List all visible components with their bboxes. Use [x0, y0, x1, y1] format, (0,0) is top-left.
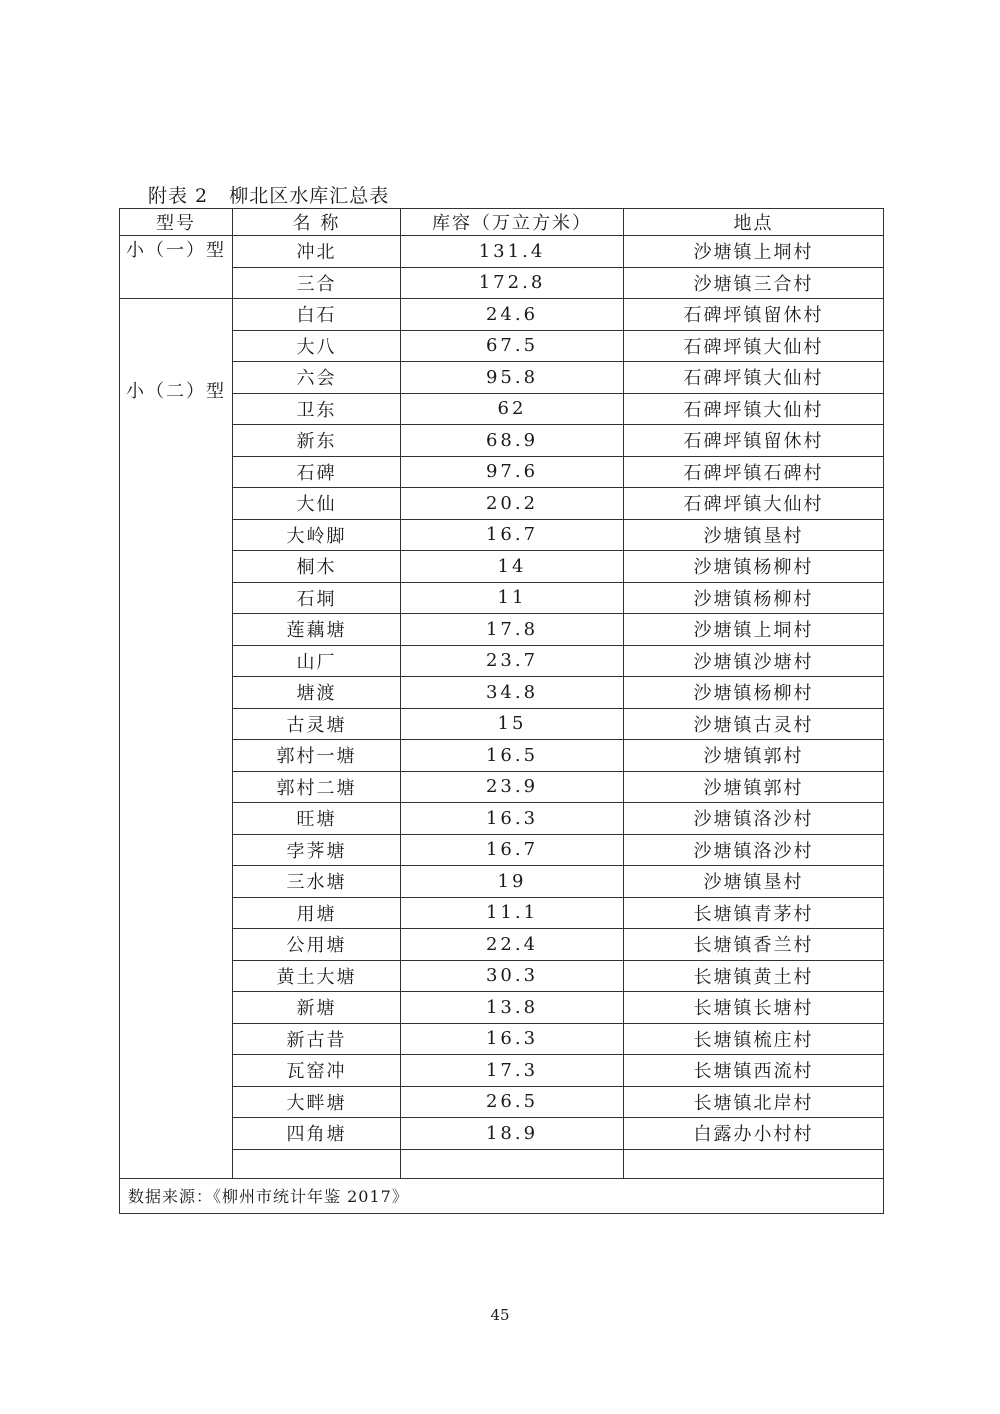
blank-cell	[233, 1149, 401, 1178]
table-row	[120, 456, 884, 488]
reservoir-location-cell: 长塘镇黄土村	[624, 960, 884, 992]
reservoir-capacity-cell: 11	[401, 582, 624, 614]
reservoir-name-cell: 瓦窑冲	[233, 1055, 401, 1087]
reservoir-location-cell: 沙塘镇沙塘村	[624, 645, 884, 677]
reservoir-name-cell: 大八	[233, 330, 401, 362]
reservoir-location-cell: 沙塘镇垦村	[624, 866, 884, 898]
reservoir-location-cell: 长塘镇香兰村	[624, 929, 884, 961]
header-type: 型号	[120, 209, 233, 236]
reservoir-capacity-cell: 16.7	[401, 834, 624, 866]
table-row	[120, 519, 884, 551]
table-row	[120, 740, 884, 772]
reservoir-capacity-cell: 19	[401, 866, 624, 898]
table-row	[120, 992, 884, 1024]
reservoir-capacity-cell: 68.9	[401, 425, 624, 457]
reservoir-name-cell: 石碑	[233, 456, 401, 488]
table-row	[120, 708, 884, 740]
reservoir-capacity-cell: 23.9	[401, 771, 624, 803]
reservoir-location-cell: 沙塘镇郭村	[624, 771, 884, 803]
page-title: 附表 2 柳北区水库汇总表	[148, 185, 390, 207]
reservoir-capacity-cell: 22.4	[401, 929, 624, 961]
reservoir-name-cell: 大仙	[233, 488, 401, 520]
table-row	[120, 960, 884, 992]
reservoir-location-cell: 沙塘镇洛沙村	[624, 834, 884, 866]
reservoir-location-cell: 沙塘镇上垌村	[624, 236, 884, 268]
table-row	[120, 929, 884, 961]
reservoir-location-cell: 沙塘镇上垌村	[624, 614, 884, 646]
header-location: 地点	[624, 209, 884, 236]
table-header-row	[120, 209, 884, 236]
reservoir-capacity-cell: 15	[401, 708, 624, 740]
table-row	[120, 614, 884, 646]
reservoir-capacity-cell: 14	[401, 551, 624, 583]
reservoir-capacity-cell: 34.8	[401, 677, 624, 709]
reservoir-name-cell: 莲藕塘	[233, 614, 401, 646]
reservoir-capacity-cell: 30.3	[401, 960, 624, 992]
reservoir-capacity-cell: 17.3	[401, 1055, 624, 1087]
reservoir-capacity-cell: 20.2	[401, 488, 624, 520]
reservoir-name-cell: 山厂	[233, 645, 401, 677]
reservoir-name-cell: 大畔塘	[233, 1086, 401, 1118]
reservoir-capacity-cell: 67.5	[401, 330, 624, 362]
reservoir-location-cell: 沙塘镇杨柳村	[624, 551, 884, 583]
header-capacity: 库容（万立方米）	[401, 209, 624, 236]
table-row	[120, 582, 884, 614]
reservoir-name-cell: 桐木	[233, 551, 401, 583]
reservoir-capacity-cell: 26.5	[401, 1086, 624, 1118]
reservoir-name-cell: 旺塘	[233, 803, 401, 835]
reservoir-name-cell: 大岭脚	[233, 519, 401, 551]
table-row	[120, 1023, 884, 1055]
reservoir-type-cell: 小（二）型	[120, 299, 233, 1179]
reservoir-name-cell: 公用塘	[233, 929, 401, 961]
reservoir-location-cell: 石碑坪镇大仙村	[624, 330, 884, 362]
reservoir-capacity-cell: 16.7	[401, 519, 624, 551]
reservoir-location-cell: 石碑坪镇留休村	[624, 425, 884, 457]
reservoir-name-cell: 新东	[233, 425, 401, 457]
table-row	[120, 1086, 884, 1118]
reservoir-location-cell: 长塘镇北岸村	[624, 1086, 884, 1118]
reservoir-summary-table	[119, 208, 884, 1214]
reservoir-location-cell: 沙塘镇洛沙村	[624, 803, 884, 835]
table-row	[120, 236, 884, 268]
table-row	[120, 551, 884, 583]
reservoir-name-cell: 用塘	[233, 897, 401, 929]
reservoir-capacity-cell: 62	[401, 393, 624, 425]
reservoir-capacity-cell: 23.7	[401, 645, 624, 677]
reservoir-name-cell: 新塘	[233, 992, 401, 1024]
table-row	[120, 425, 884, 457]
reservoir-capacity-cell: 11.1	[401, 897, 624, 929]
reservoir-name-cell: 四角塘	[233, 1118, 401, 1150]
reservoir-capacity-cell: 13.8	[401, 992, 624, 1024]
reservoir-location-cell: 石碑坪镇留休村	[624, 299, 884, 331]
reservoir-location-cell: 沙塘镇郭村	[624, 740, 884, 772]
reservoir-location-cell: 沙塘镇杨柳村	[624, 677, 884, 709]
table-row	[120, 1055, 884, 1087]
table-row	[120, 771, 884, 803]
blank-cell	[401, 1149, 624, 1178]
reservoir-capacity-cell: 16.3	[401, 803, 624, 835]
reservoir-location-cell: 石碑坪镇大仙村	[624, 488, 884, 520]
reservoir-location-cell: 石碑坪镇石碑村	[624, 456, 884, 488]
blank-cell	[624, 1149, 884, 1178]
reservoir-location-cell: 长塘镇青茅村	[624, 897, 884, 929]
table-row	[120, 299, 884, 331]
table-row	[120, 488, 884, 520]
reservoir-capacity-cell: 18.9	[401, 1118, 624, 1150]
table-row	[120, 1118, 884, 1150]
reservoir-location-cell: 石碑坪镇大仙村	[624, 362, 884, 394]
blank-row	[120, 1149, 884, 1178]
reservoir-name-cell: 石垌	[233, 582, 401, 614]
reservoir-name-cell: 六会	[233, 362, 401, 394]
reservoir-name-cell: 卫东	[233, 393, 401, 425]
reservoir-name-cell: 三合	[233, 267, 401, 299]
reservoir-capacity-cell: 24.6	[401, 299, 624, 331]
header-name: 名 称	[233, 209, 401, 236]
table-row	[120, 362, 884, 394]
reservoir-name-cell: 白石	[233, 299, 401, 331]
reservoir-name-cell: 三水塘	[233, 866, 401, 898]
table-row	[120, 645, 884, 677]
reservoir-name-cell: 黄土大塘	[233, 960, 401, 992]
reservoir-capacity-cell: 17.8	[401, 614, 624, 646]
table-row	[120, 677, 884, 709]
reservoir-location-cell: 长塘镇梳庄村	[624, 1023, 884, 1055]
table-row	[120, 897, 884, 929]
reservoir-capacity-cell: 97.6	[401, 456, 624, 488]
reservoir-name-cell: 孛荠塘	[233, 834, 401, 866]
reservoir-location-cell: 沙塘镇杨柳村	[624, 582, 884, 614]
reservoir-capacity-cell: 16.3	[401, 1023, 624, 1055]
data-source-note: 数据来源：《柳州市统计年鉴 2017》	[120, 1178, 884, 1213]
reservoir-location-cell: 沙塘镇垦村	[624, 519, 884, 551]
table-row	[120, 330, 884, 362]
page-number: 45	[490, 1306, 510, 1324]
reservoir-location-cell: 沙塘镇古灵村	[624, 708, 884, 740]
reservoir-name-cell: 新古昔	[233, 1023, 401, 1055]
table-body	[120, 236, 884, 1214]
reservoir-capacity-cell: 16.5	[401, 740, 624, 772]
table-row	[120, 866, 884, 898]
source-row	[120, 1178, 884, 1213]
reservoir-capacity-cell: 172.8	[401, 267, 624, 299]
table-row	[120, 267, 884, 299]
reservoir-capacity-cell: 131.4	[401, 236, 624, 268]
reservoir-name-cell: 冲北	[233, 236, 401, 268]
table-row	[120, 393, 884, 425]
reservoir-location-cell: 石碑坪镇大仙村	[624, 393, 884, 425]
reservoir-location-cell: 沙塘镇三合村	[624, 267, 884, 299]
reservoir-location-cell: 长塘镇西流村	[624, 1055, 884, 1087]
reservoir-type-cell: 小（一）型	[120, 236, 233, 299]
reservoir-name-cell: 塘渡	[233, 677, 401, 709]
reservoir-name-cell: 古灵塘	[233, 708, 401, 740]
table-row	[120, 834, 884, 866]
reservoir-name-cell: 郭村一塘	[233, 740, 401, 772]
reservoir-location-cell: 长塘镇长塘村	[624, 992, 884, 1024]
table-row	[120, 803, 884, 835]
reservoir-capacity-cell: 95.8	[401, 362, 624, 394]
reservoir-location-cell: 白露办小村村	[624, 1118, 884, 1150]
reservoir-name-cell: 郭村二塘	[233, 771, 401, 803]
